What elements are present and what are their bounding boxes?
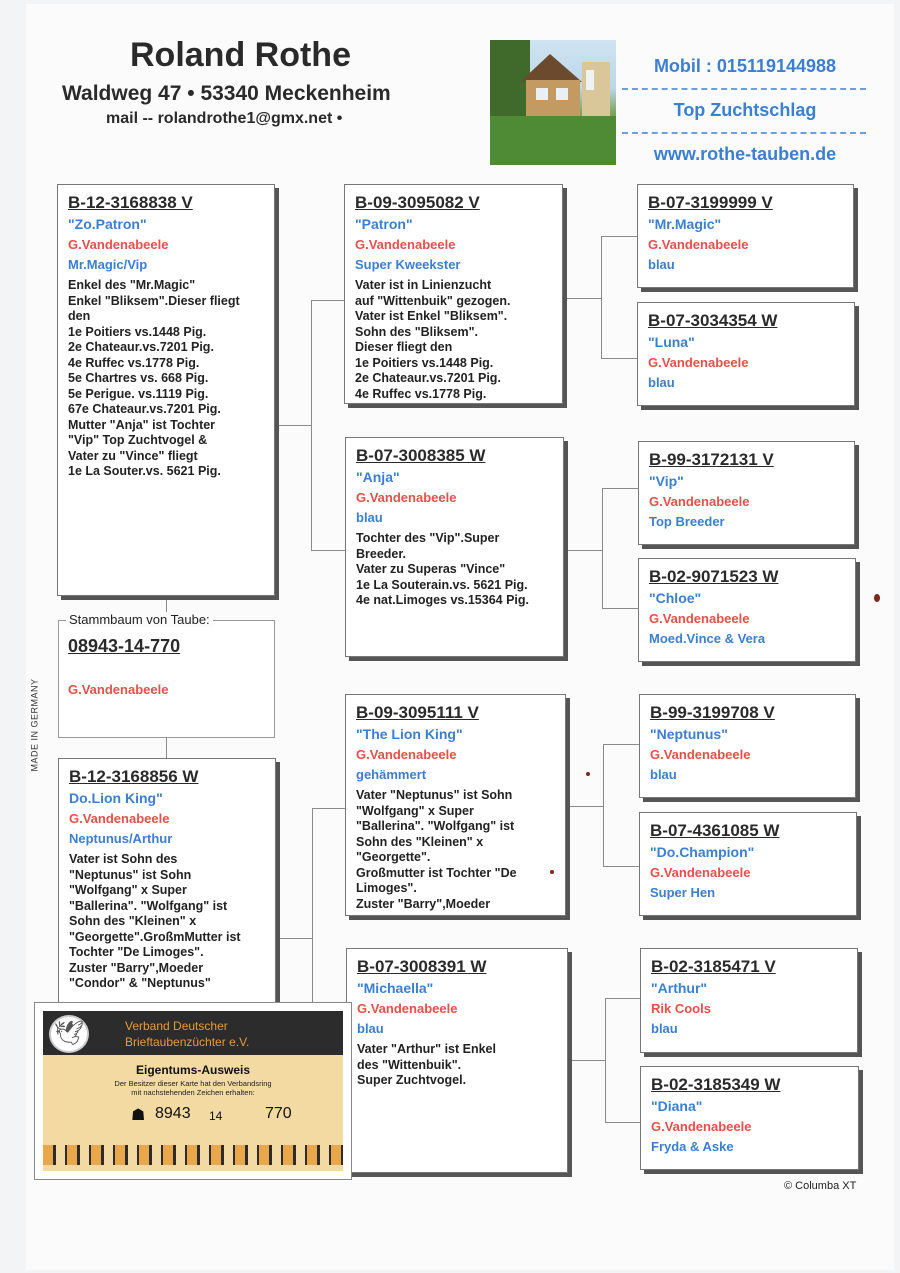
pigeon-color: blau (650, 767, 677, 782)
side-print-text: MADE IN GERMANY (29, 678, 40, 772)
connector (602, 488, 638, 489)
card-subtitle-line1: Der Besitzer dieser Karte hat den Verbandsring (114, 1079, 272, 1088)
pigeon-name: "Vip" (649, 473, 684, 489)
pedigree-mfm (639, 812, 857, 916)
pedigree-mff (639, 694, 856, 798)
pedigree-father-sire (344, 184, 563, 404)
owner-name: Roland Rothe (130, 36, 351, 74)
tagline: Top Zuchtschlag (673, 100, 817, 120)
pigeon-name: "Arthur" (651, 980, 708, 996)
card-body (43, 1011, 343, 1171)
card-organization (125, 1018, 249, 1050)
pigeon-color: Top Breeder (649, 514, 725, 529)
ring-number: B-99-3199708 V (650, 703, 775, 722)
connector (563, 550, 602, 551)
breeder: G.Vandenabeele (651, 1119, 752, 1134)
pigeon-notes: Vater "Neptunus" ist Sohn "Wolfgang" x Super "Ballerina". "Wolfgang" ist Sohn des "Kleinen" x "Georgette". Großmutter ist Tochter "De Limoges". Zuster "Barry",Moeder (356, 788, 517, 911)
breeder: Rik Cools (651, 1001, 711, 1016)
pigeon-color: Mr.Magic/Vip (68, 257, 148, 272)
pigeon-name: Do.Lion King" (69, 790, 163, 806)
connector (601, 236, 602, 358)
card-pattern (43, 1145, 343, 1165)
paper-speck (550, 870, 554, 874)
breeder: G.Vandenabeele (355, 237, 456, 252)
card-year: 14 (209, 1109, 223, 1123)
breeder: G.Vandenabeele (356, 747, 457, 762)
pigeon-color: gehämmert (356, 767, 427, 782)
pigeon-notes: Vater "Arthur" ist Enkel des "Wittenbuik". Super Zuchtvogel. (357, 1042, 496, 1087)
pigeon-name: "The Lion King" (356, 726, 463, 742)
pigeon-color: Super Hen (650, 885, 716, 900)
ring-number: B-07-3199999 V (648, 193, 773, 212)
connector (603, 744, 639, 745)
connector (166, 738, 167, 758)
website: www.rothe-tauben.de (653, 144, 837, 164)
pigeon-name: "Luna" (648, 334, 695, 350)
connector (563, 298, 601, 299)
ring-number: B-02-9071523 W (649, 567, 779, 586)
pedigree-mmm (640, 1066, 859, 1170)
owner-address: Waldweg 47 • 53340 Meckenheim (62, 82, 391, 105)
pigeon-notes: Vater ist in Linienzucht auf "Wittenbuik" gezogen. Vater ist Enkel "Bliksem". Sohn des "Bliksem". Dieser fliegt den 1e Poitiers vs.1448 Pig. 2e Chateaur.vs.7201 Pig. 4e Ruffec vs.1778 Pig. (355, 278, 511, 401)
connector (603, 744, 604, 866)
pigeon-name: "Do.Champion" (650, 844, 755, 860)
pigeon-name: "Patron" (355, 216, 413, 232)
paper-speck (874, 594, 880, 602)
connector (565, 806, 603, 807)
connector (605, 998, 606, 1122)
ring-number: B-07-4361085 W (650, 821, 780, 840)
connector (312, 808, 345, 809)
breeder: G.Vandenabeele (650, 865, 751, 880)
connector (602, 608, 638, 609)
pigeon-name: "Anja" (356, 469, 400, 485)
pigeon-name: "Zo.Patron" (68, 216, 147, 232)
pigeon-notes: Tochter des "Vip".Super Breeder. Vater zu Superas "Vince" 1e La Souterain.vs. 5621 Pig. 4e nat.Limoges vs.15364 Pig. (356, 531, 529, 607)
pigeon-color: Super Kweekster (355, 257, 461, 272)
ring-symbol-icon: ☗ (131, 1107, 146, 1124)
divider-1 (622, 88, 866, 90)
pedigree-fff (637, 184, 854, 288)
pedigree-fmm (638, 558, 856, 662)
pigeon-name: "Chloe" (649, 590, 702, 606)
pedigree-ffm (637, 302, 855, 406)
connector (601, 236, 637, 237)
ring-number: B-02-3185349 W (651, 1075, 781, 1094)
connector (605, 998, 640, 999)
pedigree-mother-sire (345, 694, 566, 916)
loft-photo (490, 40, 616, 165)
pigeon-color: blau (648, 257, 675, 272)
ring-number: B-99-3172131 V (649, 450, 774, 469)
pigeon-color: Neptunus/Arthur (69, 831, 173, 846)
ring-number: B-07-3008385 W (356, 446, 486, 465)
connector (311, 300, 344, 301)
pigeon-name: "Neptunus" (650, 726, 728, 742)
breeder: G.Vandenabeele (649, 494, 750, 509)
breeder: G.Vandenabeele (648, 355, 749, 370)
card-number: 8943 (155, 1105, 191, 1122)
connector (275, 938, 312, 939)
breeder: G.Vandenabeele (356, 490, 457, 505)
connector (311, 550, 345, 551)
card-subtitle (43, 1079, 343, 1097)
breeder: G.Vandenabeele (648, 237, 749, 252)
connector (568, 1060, 605, 1061)
pedigree-father (57, 184, 275, 596)
paper-speck (586, 772, 590, 776)
ring-number: B-12-3168856 W (69, 767, 199, 786)
ring-number: B-07-3034354 W (648, 311, 778, 330)
pedigree-father-dam (345, 437, 564, 657)
ring-number: B-12-3168838 V (68, 193, 193, 212)
subject-title: Stammbaum von Taube: (66, 612, 213, 627)
card-serial: 770 (265, 1105, 292, 1122)
pedigree-fmf (638, 441, 855, 545)
pigeon-name: "Michaella" (357, 980, 434, 996)
subject-breeder: G.Vandenabeele (68, 682, 169, 697)
pigeon-name: "Mr.Magic" (648, 216, 722, 232)
copyright: © Columba XT (784, 1180, 857, 1192)
card-header (43, 1011, 343, 1055)
card-org-line2: Brieftaubenzüchter e.V. (125, 1035, 250, 1049)
pigeon-notes: Vater ist Sohn des "Neptunus" ist Sohn "Wolfgang" x Super "Ballerina". "Wolfgang" ist Sohn des "Kleinen" x "Georgette".GroßmMutter ist Tochter "De Limoges". Zuster "Barry",Moeder "Condor" & "Neptunus" (69, 852, 241, 990)
loft-illustration (490, 40, 616, 165)
breeder: G.Vandenabeele (357, 1001, 458, 1016)
pigeon-color: blau (356, 510, 383, 525)
divider-2 (622, 132, 866, 134)
connector (602, 488, 603, 608)
breeder: G.Vandenabeele (68, 237, 169, 252)
pigeon-color: Moed.Vince & Vera (649, 631, 766, 646)
pigeon-color: blau (651, 1021, 678, 1036)
card-subtitle-line2: mit nachstehenden Zeichen erhalten: (131, 1088, 255, 1097)
connector (601, 358, 637, 359)
card-org-line1: Verband Deutscher (125, 1019, 228, 1033)
pigeon-notes: Enkel des "Mr.Magic" Enkel "Bliksem".Dieser fliegt den 1e Poitiers vs.1448 Pig. 2e Chateaur.vs.7201 Pig. 4e Ruffec vs.1778 Pig. 5e Chartres vs. 668 Pig. 5e Perigue. vs.1119 Pig. 67e Chateaur.vs.7201 Pig. Mutter "Anja" ist Tochter "Vip" Top Zuchtvogel & Vater zu "Vince" fliegt 1e La Souter.vs. 5621 Pig. (68, 278, 240, 478)
pedigree-mmf (640, 948, 858, 1053)
dove-logo-icon: 🕊 (49, 1015, 89, 1053)
ring-number: B-02-3185471 V (651, 957, 776, 976)
subject-ring: 08943-14-770 (68, 636, 181, 656)
connector (275, 425, 311, 426)
connector (311, 300, 312, 551)
owner-email: mail -- rolandrothe1@gmx.net • (106, 110, 343, 127)
connector (605, 1122, 640, 1123)
pigeon-name: "Diana" (651, 1098, 703, 1114)
ring-number: B-09-3095082 V (355, 193, 480, 212)
ring-number: B-09-3095111 V (356, 703, 479, 722)
mobile-number: Mobil : 015119144988 (653, 56, 837, 76)
pigeon-color: Fryda & Aske (651, 1139, 734, 1154)
breeder: G.Vandenabeele (650, 747, 751, 762)
ring-number: B-07-3008391 W (357, 957, 487, 976)
breeder: G.Vandenabeele (69, 811, 170, 826)
connector (603, 866, 639, 867)
ownership-card (34, 1002, 352, 1180)
breeder: G.Vandenabeele (649, 611, 750, 626)
pigeon-color: blau (357, 1021, 384, 1036)
card-title: Eigentums-Ausweis (135, 1063, 251, 1077)
pigeon-color: blau (648, 375, 675, 390)
pedigree-mother-dam (346, 948, 568, 1173)
